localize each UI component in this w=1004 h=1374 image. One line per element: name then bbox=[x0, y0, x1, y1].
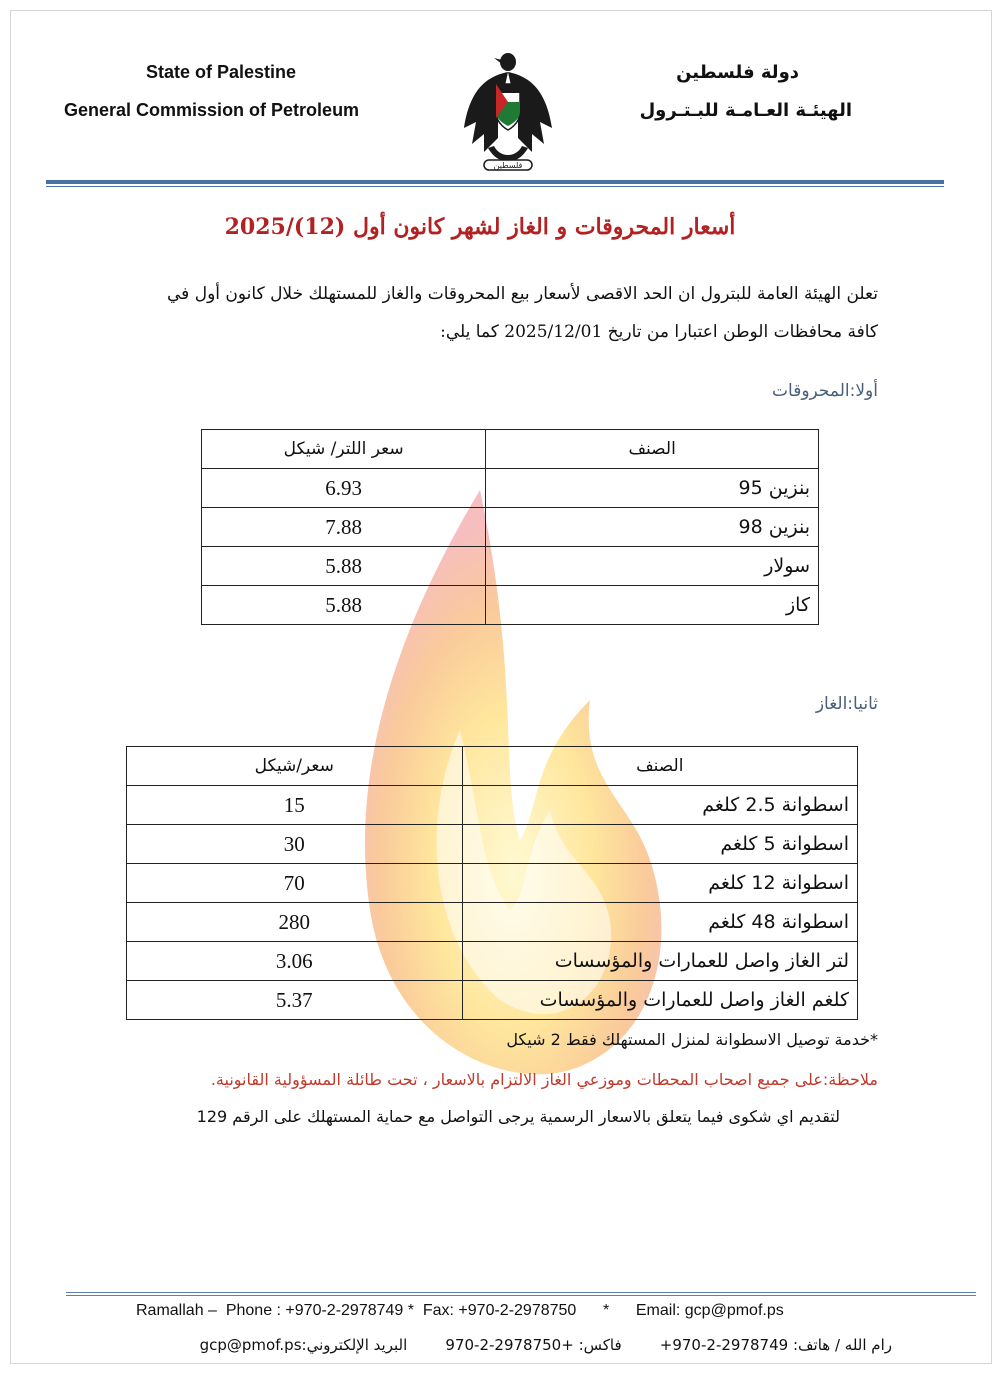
table-row bbox=[127, 942, 858, 981]
footer-rule-top bbox=[66, 1292, 976, 1293]
gas-type-cell: اسطوانة 2.5 كلغم bbox=[462, 786, 857, 825]
fuel-type-cell: بنزين 95 bbox=[486, 469, 819, 508]
header-en-commission: General Commission of Petroleum bbox=[64, 100, 360, 120]
table-row bbox=[202, 547, 819, 586]
header-rule-thin bbox=[46, 186, 944, 187]
complaint-note: لتقديم اي شكوى فيما يتعلق بالاسعار الرسمية يرجى التواصل مع حماية المستهلك على الرقم 129 bbox=[196, 1107, 840, 1126]
intro-line-1: تعلن الهيئة العامة للبترول ان الحد الاقصى لأسعار بيع المحروقات والغاز للمستهلك خلال كانون أول في bbox=[167, 284, 878, 304]
footer-contact-en: Ramallah – Phone : +970-2-2978749 * Fax: +970-2-2978750 * Email: gcp@pmof.ps bbox=[136, 1302, 784, 1319]
fuel-price-cell: 5.88 bbox=[202, 586, 486, 625]
gas-price-cell: 30 bbox=[127, 825, 463, 864]
header-en-state: State of Palestine bbox=[146, 62, 297, 82]
emblem-label: فلسطين bbox=[493, 161, 523, 170]
page-title: أسعار المحروقات و الغاز لشهر كانون أول (12)/2025 bbox=[224, 214, 736, 240]
fuel-price-cell: 6.93 bbox=[202, 469, 486, 508]
table-row bbox=[127, 981, 858, 1020]
gas-header-type: الصنف bbox=[462, 747, 857, 786]
gas-price-cell: 280 bbox=[127, 903, 463, 942]
intro-line-2: كافة محافظات الوطن اعتبارا من تاريخ 2025/12/01 كما يلي: bbox=[440, 322, 878, 342]
gas-table-header-row bbox=[127, 747, 858, 786]
header-ar-commission: الهيئـة العـامـة للبـتـرول bbox=[639, 100, 852, 121]
table-row bbox=[127, 903, 858, 942]
fuel-type-cell: سولار bbox=[486, 547, 819, 586]
gas-type-cell: اسطوانة 5 كلغم bbox=[462, 825, 857, 864]
fuel-type-cell: كاز bbox=[486, 586, 819, 625]
gas-price-cell: 15 bbox=[127, 786, 463, 825]
fuel-header-price: سعر اللتر/ شيكل bbox=[202, 430, 486, 469]
fuel-price-cell: 7.88 bbox=[202, 508, 486, 547]
table-row bbox=[127, 825, 858, 864]
fuel-section-title: أولا:المحروقات bbox=[772, 381, 878, 401]
table-row bbox=[127, 864, 858, 903]
fuel-price-cell: 5.88 bbox=[202, 547, 486, 586]
gas-type-cell: لتر الغاز واصل للعمارات والمؤسسات bbox=[462, 942, 857, 981]
header-rule-thick bbox=[46, 180, 944, 184]
gas-type-cell: اسطوانة 12 كلغم bbox=[462, 864, 857, 903]
warning-note: ملاحظة:على جميع اصحاب المحطات وموزعي الغاز الالتزام بالاسعار ، تحت طائلة المسؤولية القانونية. bbox=[210, 1070, 878, 1089]
gas-price-cell: 5.37 bbox=[127, 981, 463, 1020]
gas-header-price: سعر/شيكل bbox=[127, 747, 463, 786]
gas-price-cell: 3.06 bbox=[127, 942, 463, 981]
fuel-header-type: الصنف bbox=[486, 430, 819, 469]
gas-type-cell: اسطوانة 48 كلغم bbox=[462, 903, 857, 942]
table-row bbox=[202, 508, 819, 547]
gas-type-cell: كلغم الغاز واصل للعمارات والمؤسسات bbox=[462, 981, 857, 1020]
fuel-type-cell: بنزين 98 bbox=[486, 508, 819, 547]
fuel-price-table bbox=[201, 429, 819, 625]
delivery-note: *خدمة توصيل الاسطوانة لمنزل المستهلك فقط 2 شيكل bbox=[506, 1030, 878, 1049]
gas-price-cell: 70 bbox=[127, 864, 463, 903]
palestine-eagle-emblem bbox=[458, 48, 558, 178]
fuel-table-header-row bbox=[202, 430, 819, 469]
gas-price-table bbox=[126, 746, 858, 1020]
gas-section-title: ثانيا:الغاز bbox=[815, 694, 878, 714]
table-row bbox=[202, 469, 819, 508]
footer-rule-bottom bbox=[66, 1295, 976, 1296]
header-ar-state: دولة فلسطين bbox=[676, 62, 799, 83]
footer-contact-ar: رام الله / هاتف: 2978749-2-970+ فاكس: +2978750-2-970 البريد الإلكتروني:gcp@pmof.ps bbox=[199, 1336, 892, 1354]
table-row bbox=[127, 786, 858, 825]
table-row bbox=[202, 586, 819, 625]
